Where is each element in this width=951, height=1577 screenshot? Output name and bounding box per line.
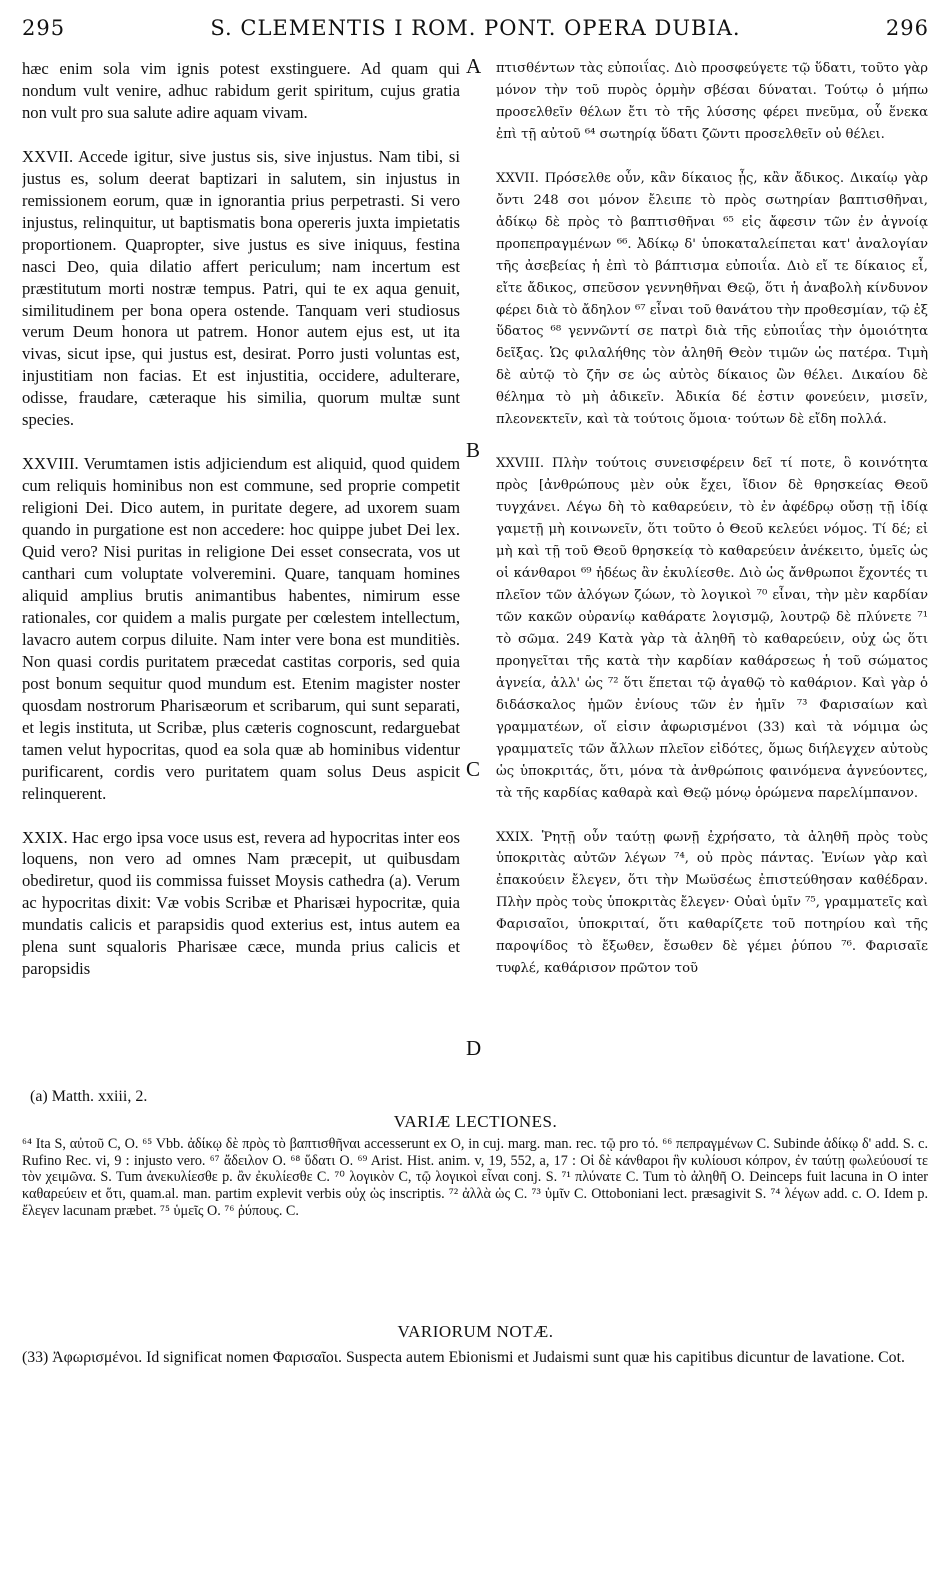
greek-paragraph: XXVII. Πρόσελθε οὖν, κἂν δίκαιος ᾖς, κἂν ἄδικος. Δικαίῳ γὰρ ὄντι 248 σοι μόνον ἔλειπε τὸ πρὸς σωτηρίαν βαπτισθῆναι, ἀδίκῳ δὲ πρὸς τὸ βαπτισθῆναι ⁶⁵ εἰς ἄφεσιν τῶν ἐν ἀγνοίᾳ προπεπραγμένων ⁶⁶. Ἀδίκῳ δ' ὑποκαταλείπεται κατ' ἀναλογίαν τῆς ἀσεβείας ἡ ἐπὶ τὸ βάπτισμα εὐποιΐα. Διὸ εἴ τε δίκαιος εἶ, εἴτε ἄδικος, σπεῦσον γεννηθῆναι Θεῷ, ὅτι ἡ ἀναβολὴ κίνδυνον φέρει διὰ τὸ ἄδηλον ⁶⁷ εἶναι τοῦ θανάτου τὴν προθεσμίαν, τῷ ἐξ ὕδατος ⁶⁸ γεννῶντί σε πατρὶ διὰ τῆς εὐποιΐας τὴν ὁμοιότητα δεῖξας. Ὡς φιλαλήθης τὸν ἀληθῆ Θεὸν τιμῶν ὡς πατέρα. Τιμὴ δὲ αὐτῷ τὸ ζῆν σε ὡς αὐτὸς δίκαιος ὢν θέλει. Δικαίου δὲ θέλημα τὸ μὴ ἀδικεῖν. Ἀδικία δέ ἐστιν φονεύειν, μισεῖν, πλεονεκτεῖν, καὶ τὰ τούτοις ὅμοια· τούτων δὲ εἴδη πολλά. bbox=[496, 170, 928, 428]
latin-paragraph: XXVII. Accede igitur, sive justus sis, sive injustus. Nam tibi, si justus es, solum deerat baptizari in salutem, sin injustus in remissionem eorum, quæ in ignorantia prius perpetrasti. Si vero injustus, relinquitur, ut baptismatis bona opereris juxta impietatis proportionem. Quapropter, sive justus es sive iniquus, festina nasci Deo, quia dilatio affert periculum; nam incertum est præstitutum morti nostræ tempus. Patri, qui te ex aqua genuit, similitudinem per bona opera ostende. Tanquam veri studiosus verum Deum honora ut patrem. Honor autem ejus est, ut ita vivas, sicut ipse, qui justus est, desirat. Porro justi voluntas est, injustitiam non facias. Et est injustitia, occidere, adulterare, odisse, fraudare, cæteraque his similia, quorum multæ sunt species. bbox=[22, 146, 460, 430]
latin-paragraph: hæc enim sola vim ignis potest exstinguere. Ad quam qui nondum vult venire, adhuc rabidum gerit spiritum, cujus gratia non vult pro sua salute adire aquam vivam. bbox=[22, 59, 460, 122]
greek-paragraph: XXVIII. Πλὴν τούτοις συνεισφέρειν δεῖ τί ποτε, ὃ κοινότητα πρὸς [ἀνθρώπους μὲν οὐκ ἔχει, ἴδιον δὲ θρησκείας Θεοῦ τυγχάνει. Λέγω δὴ τὸ καθαρεύειν, τὸ ἐν ἀφέδρῳ οὔσῃ τῇ ἰδίᾳ γαμετῇ μὴ κοινωνεῖν, ὅτι τοῦτο ὁ Θεοῦ κελεύει νόμος. Τί δέ; εἰ μὴ καὶ τῇ τοῦ Θεοῦ θρησκείᾳ τὸ καθαρεύειν ἀνέκειτο, ὑμεῖς ὡς οἱ κάνθαροι ⁶⁹ ἡδέως ἂν ἐκυλίεσθε. Διὸ ὡς ἄνθρωποι ἔχοντές τι πλεῖον τῶν ἀλόγων ζώων, τὸ λογικοὶ ⁷⁰ εἶναι, τὴν μὲν καρδίαν τῶν κακῶν οὐρανίῳ καθάρατε λογισμῷ, λουτρῷ δὲ πλύνετε ⁷¹ τὸ σῶμα. 249 Κατὰ γὰρ τὰ ἀληθῆ τὸ καθαρεύειν, οὐχ ὡς ὅτι προηγεῖται τῆς κατὰ τὴν καρδίαν καθάρσεως ἡ τοῦ σώματος ἁγνεία, ἀλλ' ὡς ⁷² ὅτι ἕπεται τῷ ἀγαθῷ τὸ καθάριον. Καὶ γὰρ ὁ διδάσκαλος ἡμῶν ἐνίους τῶν ἐν ἡμῖν ⁷³ Φαρισαίων καὶ γραμματέων, οἵ εἰσιν ἀφωρισμένοι (33) καὶ τὰ νόμιμα ὡς γραμματεῖς τῶν ἄλλων πλεῖον εἰδότες, ὅμως διήλεγχεν αὐτοὺς ὡς ὑποκριτάς, ὅτι, μόνα τὰ ἀνθρώποις φαινόμενα ἁγνεύοντες, τὰ τῆς καρδίας καθαρὰ καὶ Θεῷ μόνῳ ὁρώμενα παρελίμπανον. bbox=[496, 456, 928, 801]
section-marker-b: B bbox=[466, 438, 481, 462]
section-marker-a: A bbox=[466, 54, 482, 78]
right-page-number: 296 bbox=[885, 16, 929, 40]
latin-paragraph: XXVIII. Verumtamen istis adjiciendum est aliquid, quod quidem cum reliquis hominibus non est commune, sed proprie competit religioni Dei. Dico autem, in puritate degere, ad uxorem suam quando in purgatione est non accedere: hoc quippe jubet Dei lex. Quid vero? Nisi puritas in religione Dei esset consecrata, vos ut canthari cum voluptate volveremini. Quare, tanquam homines aliquid amplius brutis animantibus habentes, nimirum esse rationales, cor quidem a malis purgate per cœlestem intellectum, lavacro autem corpus diluite. Nam inter vere bona est munditiès. Non quasi cordis puritatem præcedat castitas corporis, sed quia post bonum sequitur quod mundum est. Etenim magister noster quosdam nostrorum Pharisæorum et scribarum, qui sunt separati, et legis instituta, ut Scribæ, plus cæteris cognoscunt, redarguebat tamen velut hypocritas, quod ea sola quæ ab hominibus videntur purificarent, cordis vero puritatem quam solus Deus aspicit relinquerent. bbox=[22, 454, 460, 803]
variorum-notae-title: VARIORUM NOTÆ. bbox=[397, 1322, 554, 1341]
greek-column bbox=[496, 58, 928, 1083]
latin-paragraph: XXIX. Hac ergo ipsa voce usus est, revera ad hypocritas inter eos loquens, non vero ad omnes Nam præcepit, ut quibusdam obediretur, quod iis commissa fuisset Moysis cathedra (a). Verum ac hypocritas dixit: Væ vobis Scribæ et Pharisæi hypocritæ, quia mundatis calicis et parapsidis quod exterius est, intus autem ea plena sunt squaloris Pharisæe cæce, munda prius calicis et paropsidis bbox=[22, 827, 460, 979]
greek-paragraph: XXIX. Ῥητῇ οὖν ταύτῃ φωνῇ ἐχρήσατο, τὰ ἀληθῆ πρὸς τοὺς ὑποκριτὰς αὐτῶν λέγων ⁷⁴, οὐ πρὸς πάντας. Ἐνίων γὰρ καὶ ἐπακούειν ἔλεγεν, ὅτι τὴν Μωϋσέως ἐπιστεύθησαν καθέδραν. Πλὴν πρὸς τοὺς ὑποκριτὰς ἔλεγεν· Οὐαὶ ὑμῖν ⁷⁵, γραμματεῖς καὶ Φαρισαῖοι, ὑποκριταί, ὅτι καθαρίζετε τοῦ ποτηρίου καὶ τῆς παροψίδος τὸ ἔξωθεν, ἔσωθεν δὲ γέμει ῥύπου ⁷⁶. Φαρισαῖε τυφλέ, καθάρισον πρῶτον τοῦ bbox=[496, 829, 928, 977]
section-marker-c: C bbox=[466, 757, 481, 781]
footnote: (a) Matth. xxiii, 2. bbox=[30, 1088, 148, 1105]
variorum-notae-text: (33) Ἀφωρισμένοι. Id significat nomen Φαρισαῖοι. Suspecta autem Ebionismi et Judaismi sunt quæ his capitibus dicuntur de lavatione. Cot. bbox=[22, 1349, 905, 1366]
left-page-number: 295 bbox=[22, 16, 66, 40]
page-header bbox=[22, 16, 929, 46]
variae-lectiones-title: VARIÆ LECTIONES. bbox=[393, 1112, 558, 1131]
variae-lectiones-text: ⁶⁴ Ita S, αὐτοῦ C, O. ⁶⁵ Vbb. ἀδίκῳ δὲ πρὸς τὸ βαπτισθῆναι accesserunt ex O, in cuj. marg. man. rec. τῷ pro τό. ⁶⁶ πεπραγμένων C. Subinde ἀδίκῳ δ' add. S. c. Rufino Rec. vi, 9 : injusto vero. ⁶⁷ ἄδειλον O. ⁶⁸ ὕδατι O. ⁶⁹ Arist. Hist. anim. v, 19, 552, a, 17 : Οἱ δὲ κάνθαροι ἣν κυλίουσι κόπρον, ἐν ταύτῃ φωλεύουσί τε τὸν χειμῶνα. S. Tum ἀνεκυλίεσθε p. ἂν ἐκυλίεσθε C. ⁷⁰ λογικὸν C, τῷ λογικοὶ εἶναι conj. S. ⁷¹ πλύνατε C. Tum τὸ ἀληθῆ O. Deinceps fuit lacuna in O inter καθαρεύειν et ὅτι, quam.al. man. partim explevit verbis οὐχ ὡς inscriptis. ⁷² ἀλλὰ ὡς C. ⁷³ ὑμῖν C. Ottoboniani lect. præsagivit S. ⁷⁴ λέγων add. c. O. Idem p. ἔλεγεν lacunam præbet. ⁷⁵ ὑμεῖς O. ⁷⁶ ῥύπους. C. bbox=[22, 1136, 928, 1219]
section-marker-d: D bbox=[466, 1036, 482, 1060]
latin-column bbox=[22, 58, 460, 1083]
running-title: S. CLEMENTIS I ROM. PONT. OPERA DUBIA. bbox=[210, 16, 741, 40]
greek-paragraph: πτισθέντων τὰς εὐποιΐας. Διὸ προσφεύγετε τῷ ὕδατι, τοῦτο γὰρ μόνον τὴν τοῦ πυρὸς ὁρμὴν σβέσαι δύναται. Τούτῳ ὁ μήπω προσελθεῖν θέλων ἔτι τὸ τῆς λύσσης φέρει πνεῦμα, οὗ ἕνεκα ἐπὶ τῇ αὐτοῦ ⁶⁴ σωτηρίᾳ ὕδατι ζῶντι προσελθεῖν οὐ θέλει. bbox=[496, 61, 928, 142]
